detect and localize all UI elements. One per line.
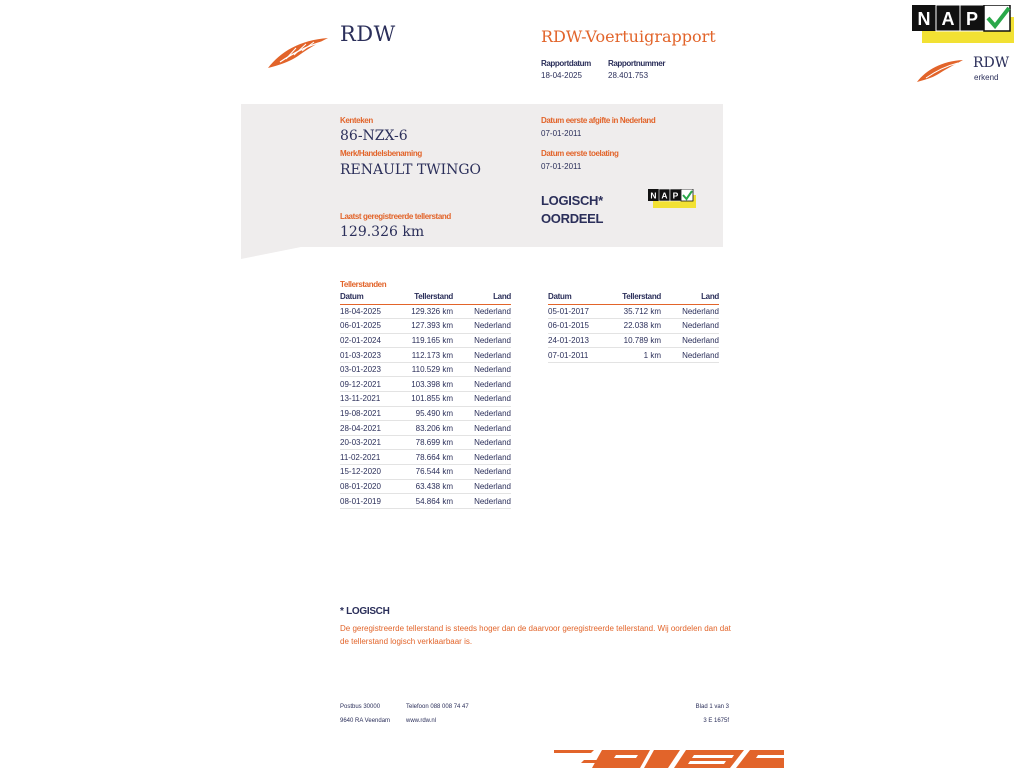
nap-letter-a: A	[941, 9, 955, 29]
nap-small-letter-p: P	[672, 190, 679, 201]
cell-country: Nederland	[453, 319, 511, 334]
rdw-erkend-sub: erkend	[974, 73, 999, 82]
report-number: 28.401.753	[608, 71, 649, 80]
cell-country: Nederland	[661, 333, 719, 348]
cell-reading: 103.398 km	[400, 377, 453, 392]
cell-date: 03-01-2023	[340, 362, 400, 377]
table-row	[340, 421, 511, 436]
table-row	[340, 392, 511, 407]
first-admission-value: 07-01-2011	[541, 162, 582, 171]
cell-country: Nederland	[453, 333, 511, 348]
nap-letter-n: N	[917, 9, 931, 29]
cell-reading: 54.864 km	[400, 494, 453, 509]
brand-title: RDW	[340, 22, 396, 46]
table-row	[340, 406, 511, 421]
footer-postbus: Postbus 30000	[340, 704, 381, 710]
table-row	[340, 435, 511, 450]
first-issue-label: Datum eerste afgifte in Nederland	[541, 116, 656, 125]
cell-reading: 76.544 km	[400, 465, 453, 480]
cell-reading: 22.038 km	[608, 319, 661, 334]
footnote-title: * LOGISCH	[340, 606, 390, 617]
cell-country: Nederland	[453, 465, 511, 480]
odometer-table-left	[340, 292, 511, 509]
last-reading-value: 129.326 km	[340, 224, 425, 240]
nap-small-letter-n: N	[650, 190, 657, 201]
cell-date: 20-03-2021	[340, 435, 400, 450]
cell-date: 07-01-2011	[548, 348, 608, 363]
cell-date: 08-01-2020	[340, 479, 400, 494]
make-label: Merk/Handelsbenaming	[340, 149, 422, 158]
nap-letter-p: P	[965, 9, 979, 29]
cell-reading: 35.712 km	[608, 304, 661, 319]
panel-tail	[241, 247, 301, 259]
footer-website[interactable]: www.rdw.nl	[406, 718, 437, 724]
cell-country: Nederland	[453, 377, 511, 392]
table-row	[340, 465, 511, 480]
footer-page: Blad 1 van 3	[695, 704, 729, 710]
last-reading-label: Laatst geregistreerde tellerstand	[340, 212, 451, 221]
col-datum: Datum	[340, 292, 400, 304]
cell-country: Nederland	[453, 479, 511, 494]
table-row	[340, 348, 511, 363]
cell-date: 19-08-2021	[340, 406, 400, 421]
cell-reading: 119.165 km	[400, 333, 453, 348]
cell-country: Nederland	[661, 348, 719, 363]
footer-phone: Telefoon 088 008 74 47	[406, 704, 469, 710]
report-date-label: Rapportdatum	[541, 59, 591, 68]
cell-reading: 1 km	[608, 348, 661, 363]
footer-code: 3 E 1675f	[703, 718, 729, 724]
nap-small-icon	[648, 189, 696, 208]
table-row	[340, 450, 511, 465]
table-header-row	[340, 292, 511, 304]
cell-country: Nederland	[661, 319, 719, 334]
first-issue-value: 07-01-2011	[541, 129, 582, 138]
cell-reading: 129.326 km	[400, 304, 453, 319]
cell-reading: 127.393 km	[400, 319, 453, 334]
cell-country: Nederland	[661, 304, 719, 319]
cell-date: 15-12-2020	[340, 465, 400, 480]
make-value: RENAULT TWINGO	[340, 162, 482, 178]
verdict	[541, 192, 603, 228]
col-datum: Datum	[548, 292, 608, 304]
cell-date: 05-01-2017	[548, 304, 608, 319]
report-number-label: Rapportnummer	[608, 59, 666, 68]
rdw-logo-icon	[266, 34, 330, 70]
cell-country: Nederland	[453, 450, 511, 465]
table-header-row	[548, 292, 719, 304]
cell-country: Nederland	[453, 348, 511, 363]
report-date: 18-04-2025	[541, 71, 582, 80]
nap-logo-icon	[912, 5, 1014, 43]
footnote-text: De geregistreerde tellerstand is steeds hoger dan de daarvoor geregistreerde tellerstand. Wij oordelen dan dat de tellerstand logisch verklaarbaar is.	[340, 624, 731, 646]
first-admission-label: Datum eerste toelating	[541, 149, 619, 158]
cell-date: 02-01-2024	[340, 333, 400, 348]
cell-date: 28-04-2021	[340, 421, 400, 436]
cell-reading: 78.699 km	[400, 435, 453, 450]
nap-small-letter-a: A	[661, 190, 668, 201]
cell-date: 11-02-2021	[340, 450, 400, 465]
col-tellerstand: Tellerstand	[608, 292, 661, 304]
cell-date: 18-04-2025	[340, 304, 400, 319]
cell-reading: 10.789 km	[608, 333, 661, 348]
table-row	[340, 362, 511, 377]
verdict-line-2: OORDEEL	[541, 211, 604, 226]
cell-country: Nederland	[453, 406, 511, 421]
plate-value: 86-NZX-6	[340, 128, 408, 144]
cell-reading: 110.529 km	[400, 362, 453, 377]
cell-reading: 83.206 km	[400, 421, 453, 436]
cell-reading: 112.173 km	[400, 348, 453, 363]
cell-country: Nederland	[453, 435, 511, 450]
table-row	[340, 319, 511, 334]
table-row	[548, 333, 719, 348]
plate-label: Kenteken	[340, 116, 373, 125]
cell-country: Nederland	[453, 494, 511, 509]
table-row	[548, 348, 719, 363]
footer-postcode: 9640 RA Veendam	[340, 718, 391, 724]
table-row	[340, 304, 511, 319]
table-row	[340, 479, 511, 494]
report-title: RDW-Voertuigrapport	[541, 27, 716, 46]
cell-date: 06-01-2015	[548, 319, 608, 334]
cell-reading: 101.855 km	[400, 392, 453, 407]
cell-country: Nederland	[453, 362, 511, 377]
cell-date: 01-03-2023	[340, 348, 400, 363]
cell-date: 09-12-2021	[340, 377, 400, 392]
table-row	[340, 333, 511, 348]
table-row	[548, 319, 719, 334]
cell-reading: 95.490 km	[400, 406, 453, 421]
vehicle-panel	[241, 104, 723, 247]
cell-date: 24-01-2013	[548, 333, 608, 348]
cell-date: 08-01-2019	[340, 494, 400, 509]
table-row	[548, 304, 719, 319]
table-row	[340, 377, 511, 392]
table-row	[340, 494, 511, 509]
odometer-table-right	[548, 292, 719, 363]
decorative-stripes-icon	[554, 746, 784, 768]
cell-country: Nederland	[453, 304, 511, 319]
col-land: Land	[453, 292, 511, 304]
col-tellerstand: Tellerstand	[400, 292, 453, 304]
rdw-erkend-logo-icon	[916, 57, 964, 83]
cell-country: Nederland	[453, 421, 511, 436]
cell-country: Nederland	[453, 392, 511, 407]
cell-date: 13-11-2021	[340, 392, 400, 407]
verdict-line-1: LOGISCH*	[541, 193, 603, 208]
cell-reading: 78.664 km	[400, 450, 453, 465]
odometer-title: Tellerstanden	[340, 280, 387, 289]
rdw-erkend-brand: RDW	[973, 55, 1010, 71]
cell-date: 06-01-2025	[340, 319, 400, 334]
cell-reading: 63.438 km	[400, 479, 453, 494]
col-land: Land	[661, 292, 719, 304]
